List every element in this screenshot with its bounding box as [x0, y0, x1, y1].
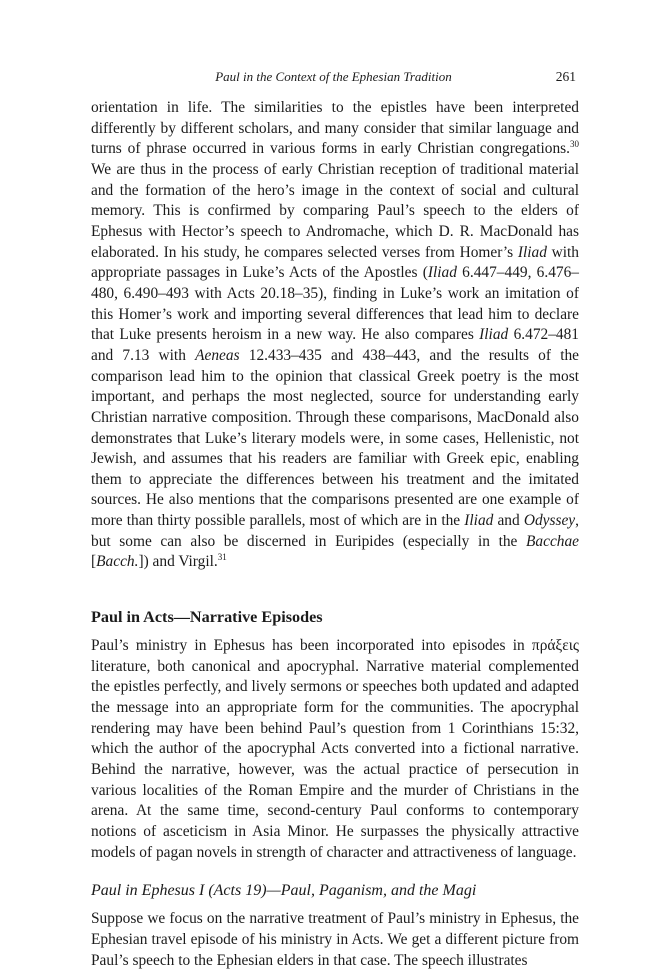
- italic-title: Aeneas: [195, 346, 240, 364]
- italic-title: Iliad: [479, 326, 509, 344]
- paragraph-2: Paul’s ministry in Ephesus has been incorporated into episodes in πράξεις literature, both canonical and apocryphal. Narrative material complemented the epistles perfectly, and lively sermons or speeches both updated and adapted the message into an appropriate form for the communities. The apocryphal rendering may have been behind Paul’s question from 1 Corinthians 15:32, which the author of the apocryphal Acts converted into a fictional narrative. Behind the narrative, however, was the actual practice of persecution in various localities of the Roman Empire and the murder of Christians in the arena. At the same time, second-century Paul conforms to contemporary notions of asceticism in Asia Minor. He surpasses the physically attractive models of pagan novels in strength of character and attractiveness of language.: [91, 637, 579, 861]
- italic-title: Iliad: [464, 512, 494, 530]
- text-run: 12.433–435 and 438–443, and the results of the comparison lead him to the opinion that classical Greek poetry is the most important, and perhaps the most neglected, source for understanding early Christian narrative composition. Through these comparisons, MacDonald also demonstrates that Luke’s literary models were, in some cases, Hellenistic, not Jewish, and assumes that his readers are familiar with Greek epic, enabling them to appreciate the differences between his treatment and the imitated sources. He also mentions that the comparisons presented are one example of more than thirty possible parallels, most of which are in the: [91, 346, 579, 530]
- subsection-heading: Paul in Ephesus I (Acts 19)—Paul, Paganism, and the Magi: [91, 882, 477, 900]
- italic-title: Odyssey: [523, 512, 576, 530]
- text-run: 6.447–449, 6.476–480, 6.490–493 with Acts 20.18–35), finding in Luke’s work an imitation of this Homer’s work and importing several differences that lead him to declare that Luke presents heroism in a new way. He also compares: [91, 264, 580, 344]
- italic-title: Iliad: [427, 264, 457, 282]
- italic-title: Iliad: [517, 243, 547, 261]
- footnote-marker[interactable]: 30: [570, 139, 579, 150]
- text-run: orientation in life. The similarities to the epistles have been interpreted differently by different scholars, and many consider that similar language and turns of phrase occurred in various forms in early Christian congregations.: [91, 99, 579, 158]
- section-heading: Paul in Acts—Narrative Episodes: [91, 608, 323, 627]
- footnote-marker[interactable]: 31: [217, 552, 227, 563]
- running-title: Paul in the Context of the Ephesian Tradition: [215, 69, 452, 84]
- italic-title: Bacchae: [526, 532, 579, 550]
- text-run: with appropriate passages in Luke’s Acts of the Apostles (: [91, 243, 579, 282]
- italic-title: Bacch.: [96, 553, 139, 571]
- body-text: [91, 98, 579, 971]
- text-run: and: [493, 512, 524, 530]
- running-head: [91, 67, 576, 87]
- page-number: 261: [555, 69, 576, 84]
- text-run: , but some can also be discerned in Euripides (especially in the: [91, 512, 579, 550]
- text-run: ]) and Virgil.: [138, 553, 218, 571]
- paragraph-3: Suppose we focus on the narrative treatment of Paul’s ministry in Ephesus, the Ephesian travel episode of his ministry in Acts. We get a different picture from Paul’s speech to the Ephesian elders in that case. The speech illustrates: [91, 910, 579, 969]
- text-run: [: [91, 553, 97, 571]
- text-run: We are thus in the process of early Christian reception of traditional material and the formation of the hero’s image in the context of social and cultural memory. This is confirmed by comparing Paul’s speech to the elders of Ephesus with Hector’s speech to Andromache, which D. R. MacDonald has elaborated. In his study, he compares selected verses from Homer’s: [91, 160, 579, 261]
- paragraph-1: [91, 98, 579, 573]
- text-run: 6.472–481 and 7.13 with: [91, 326, 579, 364]
